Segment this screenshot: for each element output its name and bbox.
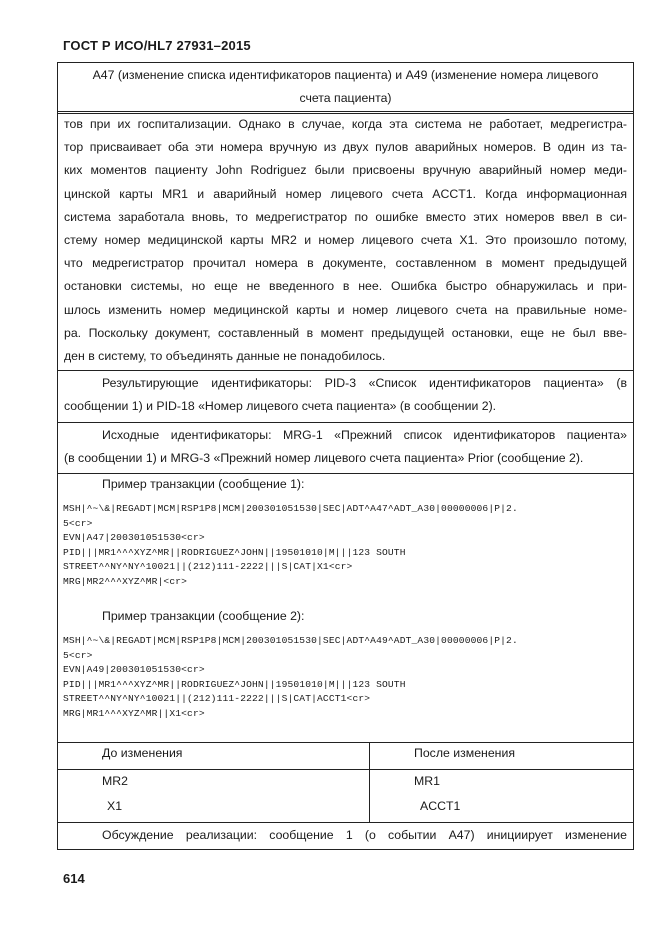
source-identifiers-line-2: (в сообщении 1) и MRG-3 «Прежний номер лицевого счета пациента» Prior (сообщение 2). [64,451,584,465]
before-value: MR2 [102,774,128,788]
table-title [58,63,633,111]
resulting-identifiers-line-1: Результирующие идентификаторы: PID-3 «Список идентификаторов пациента» (в [102,376,627,390]
before-header: До изменения [102,746,183,760]
compare-header-divider [58,769,633,770]
compare-column-divider [369,742,370,822]
after-value: MR1 [414,774,440,788]
example-1-code: MSH|^~\&|REGADT|MCM|RSP1P8|MCM|200301051530|SEC|ADT^A47^ADT_A30|00000006|P|2. 5<cr> EVN|A47|200301051530<cr> PID|||MR1^^^XYZ^MR||RODRIGUEZ^JOHN||19501010|M|||123 SOUTH STREET^^NY^NY^10021||(212)111-2222|||S|CAT|X1<cr> MRG|MR2^^^XYZ^MR|<cr> [63,503,518,587]
before-value: X1 [107,799,123,813]
description-line: тов при их госпитализации. Однако в случае, когда эта система не работает, медрегистра- [64,117,627,131]
page-number: 614 [63,871,85,886]
description-line: шлось изменить номер медицинской карты и номер лицевого счета на правильные номе- [64,302,627,317]
row-divider [58,742,633,743]
table-title-line-2: счета пациента) [299,90,392,105]
description-line: тор присваивает оба эти номера вручную из двух пулов аварийных номеров. В один из та- [64,140,627,155]
description-paragraph [58,113,633,368]
example-2-code: MSH|^~\&|REGADT|MCM|RSP1P8|MCM|200301051530|SEC|ADT^A49^ADT_A30|00000006|P|2. 5<cr> EVN|A49|200301051530<cr> PID|||MR1^^^XYZ^MR||RODRIGUEZ^JOHN||19501010|M|||123 SOUTH STREET^^NY^NY^10021||(212)111-2222|||S|CAT|ACCT1<cr> MRG|MR1^^^XYZ^MR||X1<cr> [63,635,518,719]
source-identifiers [58,423,633,473]
content-table [57,62,634,850]
document-header: ГОСТ Р ИСО/HL7 27931–2015 [63,38,251,53]
description-line: ких моментов пациенту John Rodriguez были присвоены вручную аварийный номер меди- [64,163,627,178]
row-divider [58,822,633,823]
source-identifiers-line-1: Исходные идентификаторы: MRG-1 «Прежний список идентификаторов пациента» [102,428,627,442]
description-line: ра. Поскольку документ, составленный в момент предыдущей остановки, еще не был вве- [64,325,627,340]
after-header: После изменения [414,746,516,760]
example-1-label: Пример транзакции (сообщение 1): [102,477,305,491]
description-line: стему номер медицинской карты MR2 и номер лицевого счета X1. Это произошло потому, [64,233,627,248]
description-line: остановки системы, но еще не введенного в нее. Ошибка быстро обнаружилась и при- [64,279,627,294]
resulting-identifiers [58,371,633,421]
description-line: что медрегистратор прочитал номера в документе, составленном в момент предыдущей [64,256,627,271]
after-value: ACCT1 [420,799,461,813]
example-2-label: Пример транзакции (сообщение 2): [102,609,305,623]
implementation-discussion [58,824,633,848]
row-divider [58,473,633,474]
discussion-line-1: Обсуждение реализации: сообщение 1 (о событии А47) инициирует изменение [102,828,627,842]
description-line: ден в систему, то объединять данные не понадобилось. [64,349,386,364]
resulting-identifiers-line-2: сообщении 1) и PID-18 «Номер лицевого счета пациента» (в сообщении 2). [64,399,497,413]
description-line: цинской карты MR1 и аварийный номер лицевого счета ACCT1. Когда информационная [64,186,627,201]
table-title-line-1: А47 (изменение списка идентификаторов пациента) и А49 (изменение номера лицевого [92,68,599,82]
description-line: система заработала вновь, то медрегистратор по ошибке вместо этих номеров ввел в си- [64,209,627,224]
